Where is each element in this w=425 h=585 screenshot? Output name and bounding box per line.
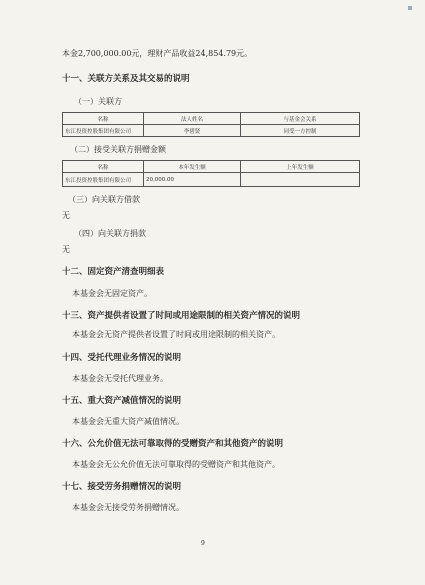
intro-text: 本金2,700,000.00元，理财产品收益24,854.79元。 (62, 49, 253, 58)
table-header-cell: 上年发生额 (241, 161, 360, 173)
section-15-title: 十五、重大资产减值情况的说明 (62, 396, 182, 406)
section-11-sub3: （三）向关联方借款 (68, 195, 140, 204)
section-11-sub4: （四）向关联方捐款 (74, 229, 146, 238)
section-11-sub4-value: 无 (62, 245, 70, 254)
donation-table (62, 160, 360, 187)
section-13-title: 十三、资产提供者设置了时间或用途限制的相关资产情况的说明 (62, 311, 301, 321)
table-header-cell: 本年发生额 (144, 161, 241, 173)
section-14-title: 十四、受托代理业务情况的说明 (62, 353, 182, 363)
table-cell (241, 173, 360, 187)
table-header-cell: 与基金会关系 (241, 113, 360, 125)
section-11-sub1: （一）关联方 (74, 97, 122, 106)
table-cell: 20,000.00 (144, 173, 241, 187)
section-11-sub3-value: 无 (62, 211, 70, 220)
section-11-sub2: （二）接受关联方捐赠金额 (70, 145, 166, 154)
page-number: 9 (201, 540, 205, 547)
table-row (63, 125, 360, 137)
table-cell: 东江投资控股集团有限公司 (63, 173, 144, 187)
table-header-cell: 名称 (63, 113, 144, 125)
section-12-title: 十二、固定资产清查明细表 (62, 267, 165, 277)
table-header-cell: 法人姓名 (144, 113, 241, 125)
section-13-body: 本基金会无资产提供者设置了时间或用途限制的相关资产。 (72, 330, 280, 339)
table-row (63, 173, 360, 187)
table-cell: 李碧贤 (144, 125, 241, 137)
section-17-title: 十七、接受劳务捐赠情况的说明 (62, 482, 182, 492)
table-header-row (63, 113, 360, 125)
section-16-body: 本基金会无公允价值无法可靠取得的受赠资产和其他资产。 (72, 460, 280, 469)
section-16-title: 十六、公允价值无法可靠取得的受赠资产和其他资产的说明 (62, 439, 284, 449)
related-party-table (62, 112, 360, 137)
section-12-body: 本基金会无固定资产。 (72, 289, 152, 298)
scan-mark (408, 6, 412, 10)
section-15-body: 本基金会无重大资产减值情况。 (72, 417, 184, 426)
section-17-body: 本基金会无接受劳务捐赠情况。 (72, 503, 184, 512)
table-header-cell: 名称 (63, 161, 144, 173)
table-cell: 东江投资控股集团有限公司 (63, 125, 144, 137)
table-cell: 同受一方控制 (241, 125, 360, 137)
table-header-row (63, 161, 360, 173)
section-14-body: 本基金会无受托代理业务。 (72, 374, 168, 383)
section-11-title: 十一、关联方关系及其交易的说明 (62, 74, 190, 84)
